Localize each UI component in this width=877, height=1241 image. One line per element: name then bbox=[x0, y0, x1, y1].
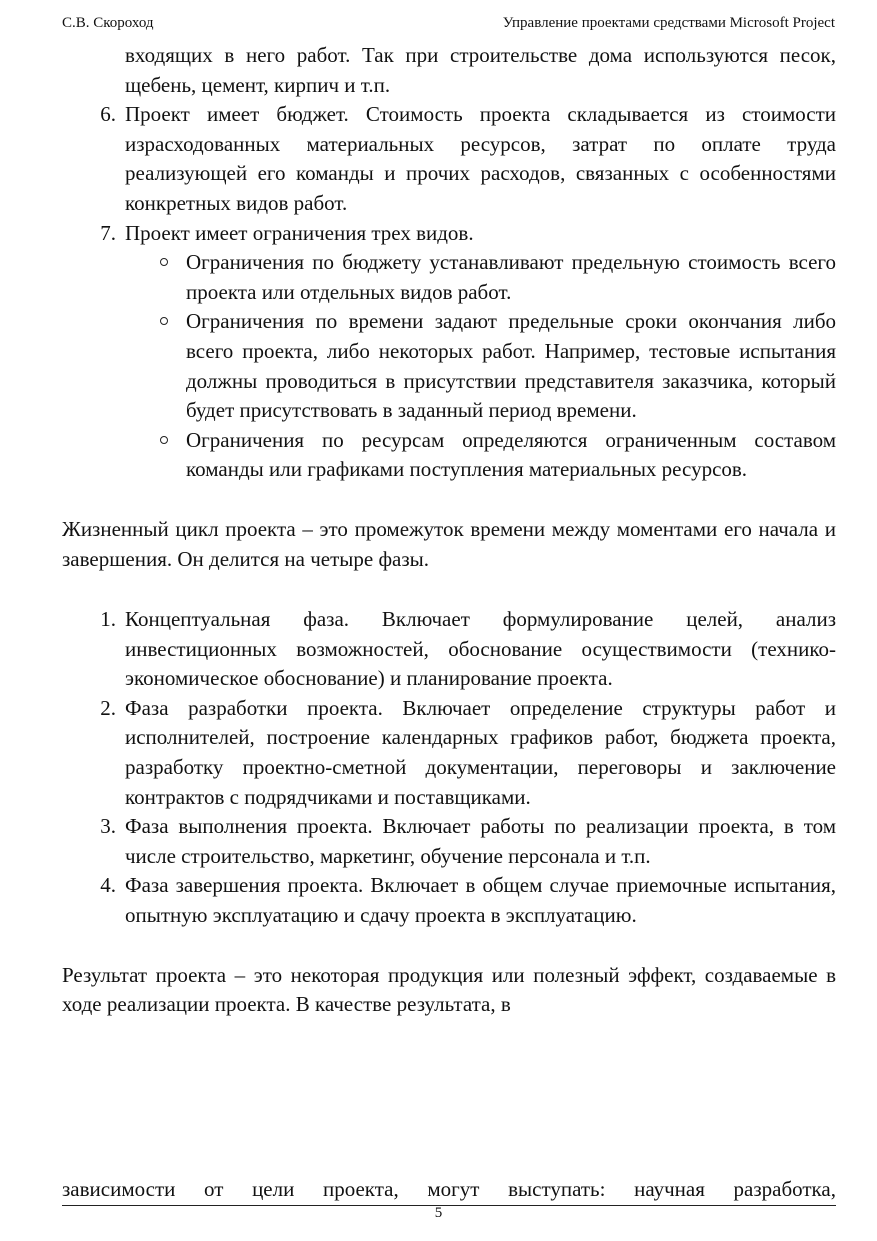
continued-paragraph: входящих в него работ. Так при строительстве дома используются песок, щебень, цемент, кирпич и т.п. bbox=[125, 43, 836, 97]
bullet-circle-icon bbox=[62, 307, 186, 425]
phase-number: 3. bbox=[100, 814, 116, 839]
phase-item bbox=[62, 694, 836, 812]
header-title: Управление проектами средствами Microsoft Project bbox=[502, 15, 835, 31]
lifecycle-paragraph: Жизненный цикл проекта – это промежуток времени между моментами его начала и завершения. Он делится на четыре фазы. bbox=[62, 516, 836, 571]
result-paragraph: Результат проекта – это некоторая продукция или полезный эффект, создаваемые в ходе реализации проекта. В качестве результата, в bbox=[62, 962, 836, 1017]
phase-text: Фаза выполнения проекта. Включает работы по реализации проекта, в том числе строительство, маркетинг, обучение персонала и т.п. bbox=[125, 814, 836, 868]
bullet-text: Ограничения по бюджету устанавливают предельную стоимость всего проекта или отдельных видов работ. bbox=[186, 250, 836, 304]
bullet-item bbox=[62, 307, 836, 425]
page-header bbox=[62, 15, 835, 37]
phase-text: Концептуальная фаза. Включает формулирование целей, анализ инвестиционных возможностей, обоснование осуществимости (технико-экономическое обоснование) и планирование проекта. bbox=[125, 607, 836, 691]
list-item bbox=[62, 219, 836, 249]
phase-item bbox=[62, 812, 836, 871]
bullet-circle-icon bbox=[62, 248, 186, 307]
list-number: 6. bbox=[100, 102, 116, 127]
phase-item bbox=[62, 605, 836, 694]
list-number: 7. bbox=[100, 220, 116, 245]
header-author: С.В. Скороход bbox=[62, 15, 154, 31]
list-item bbox=[62, 100, 836, 218]
phase-text: Фаза завершения проекта. Включает в общем случае приемочные испытания, опытную эксплуатацию и сдачу проекта в эксплуатацию. bbox=[125, 873, 836, 928]
phase-number: 1. bbox=[100, 607, 116, 632]
phase-text: Фаза разработки проекта. Включает определение структуры работ и исполнителей, построение календарных графиков работ, бюджета проекта, разработку проектно-сметной документации, переговоры и заключение контрактов с подрядчиками и поставщиками. bbox=[125, 695, 836, 809]
bullet-text: Ограничения по ресурсам определяются ограниченным составом команды или графиками поступления материальных ресурсов. bbox=[186, 427, 836, 482]
bullet-item bbox=[62, 248, 836, 307]
list-text: Проект имеет бюджет. Стоимость проекта складывается из стоимости израсходованных материальных ресурсов, затрат по оплате труда реализующей его команды и прочих расходов, связанных с особенностями конкретных видов работ. bbox=[125, 102, 836, 215]
phase-item bbox=[62, 871, 836, 930]
result-paragraph-last-line: зависимости от цели проекта, могут выступать: научная разработка, bbox=[62, 1175, 836, 1206]
bullet-text: Ограничения по времени задают предельные сроки окончания либо всего проекта, либо некоторых работ. Например, тестовые испытания должны проводиться в присутствии представителя заказчика, который будет присутствовать в заданный период времени. bbox=[186, 309, 836, 423]
phase-number: 2. bbox=[100, 695, 116, 720]
list-text: Проект имеет ограничения трех видов. bbox=[125, 220, 474, 245]
phase-number: 4. bbox=[100, 873, 116, 898]
page-content bbox=[62, 41, 836, 1020]
bullet-item bbox=[62, 426, 836, 485]
page-number: 5 bbox=[434, 1205, 443, 1221]
bullet-circle-icon bbox=[62, 426, 186, 485]
